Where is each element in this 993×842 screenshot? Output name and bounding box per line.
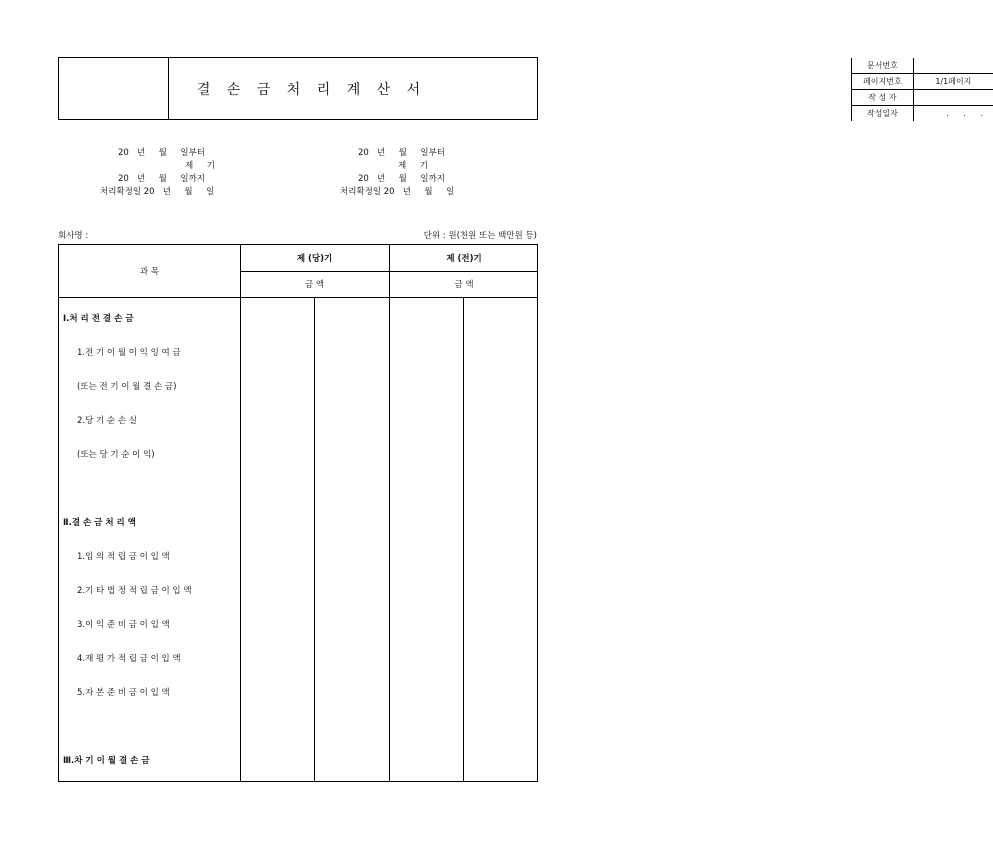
col-header-item: 과 목: [139, 267, 160, 277]
period-prior-from: 20 년 월 일부터: [358, 148, 445, 158]
meta-value-author[interactable]: [913, 90, 993, 106]
meta-value-date[interactable]: . . .: [913, 106, 993, 122]
period-prior-confirm: 처리확정일 20 년 월 일: [340, 187, 455, 197]
col-divider-period: [389, 245, 390, 781]
meta-label-doc-number: 문서번호: [852, 58, 914, 74]
document-title: 결 손 금 처 리 계 산 서: [196, 81, 427, 98]
meta-value-page-number: 1/1페이지: [913, 74, 993, 90]
period-current: [100, 147, 215, 199]
period-prior-to: 20 년 월 일까지: [358, 174, 445, 184]
company-label: 회사명 :: [58, 231, 89, 241]
row-item: 3.이 익 준 비 금 이 입 액: [77, 620, 170, 630]
document-meta: [455, 58, 989, 119]
col-divider-current-inner: [314, 297, 315, 781]
period-prior-term: 제 기: [398, 161, 428, 171]
meta-label-page-number: 페이지번호: [852, 74, 914, 90]
meta-label-author: 작 성 자: [852, 90, 914, 106]
col-header-prior-amount: 금 액: [454, 280, 474, 290]
period-current-from: 20 년 월 일부터: [118, 148, 205, 158]
row-item: Ⅰ.처 리 전 결 손 금: [63, 314, 134, 324]
period-prior: [340, 147, 454, 199]
row-item: 1.전 기 이 월 이 익 잉 여 금: [77, 348, 181, 358]
col-header-current: 제 (당)기: [296, 254, 333, 264]
document-header: [58, 57, 989, 120]
row-item: (또는 전 기 이 월 결 손 금): [77, 382, 177, 392]
row-item: 4.재 평 가 적 립 금 이 입 액: [77, 654, 181, 664]
period-current-term: 제 기: [185, 161, 215, 171]
row-item: 5.자 본 준 비 금 이 입 액: [77, 688, 170, 698]
row-item: Ⅲ.차 기 이 월 결 손 금: [63, 756, 150, 766]
unit-label: 단위 : 원(천원 또는 백만원 등): [423, 231, 537, 241]
row-item: 1.임 의 적 립 금 이 입 액: [77, 552, 170, 562]
meta-label-date: 작성일자: [852, 106, 914, 122]
row-item: Ⅱ.결 손 금 처 리 액: [63, 518, 136, 528]
period-current-to: 20 년 월 일까지: [118, 174, 205, 184]
col-divider-prior-inner: [463, 297, 464, 781]
header-divider-bottom: [59, 297, 537, 298]
meta-value-doc-number[interactable]: [913, 58, 993, 74]
col-header-prior: 제 (전)기: [446, 254, 482, 264]
header-blank-cell: [59, 58, 169, 119]
row-item: (또는 당 기 순 이 익): [77, 450, 155, 460]
row-item: 2.기 타 법 정 적 립 금 이 입 액: [77, 586, 192, 596]
settlement-table: [58, 244, 538, 782]
period-current-confirm: 처리확정일 20 년 월 일: [100, 187, 215, 197]
col-header-current-amount: 금 액: [304, 280, 325, 290]
row-item: 2.당 기 순 손 실: [77, 416, 137, 426]
